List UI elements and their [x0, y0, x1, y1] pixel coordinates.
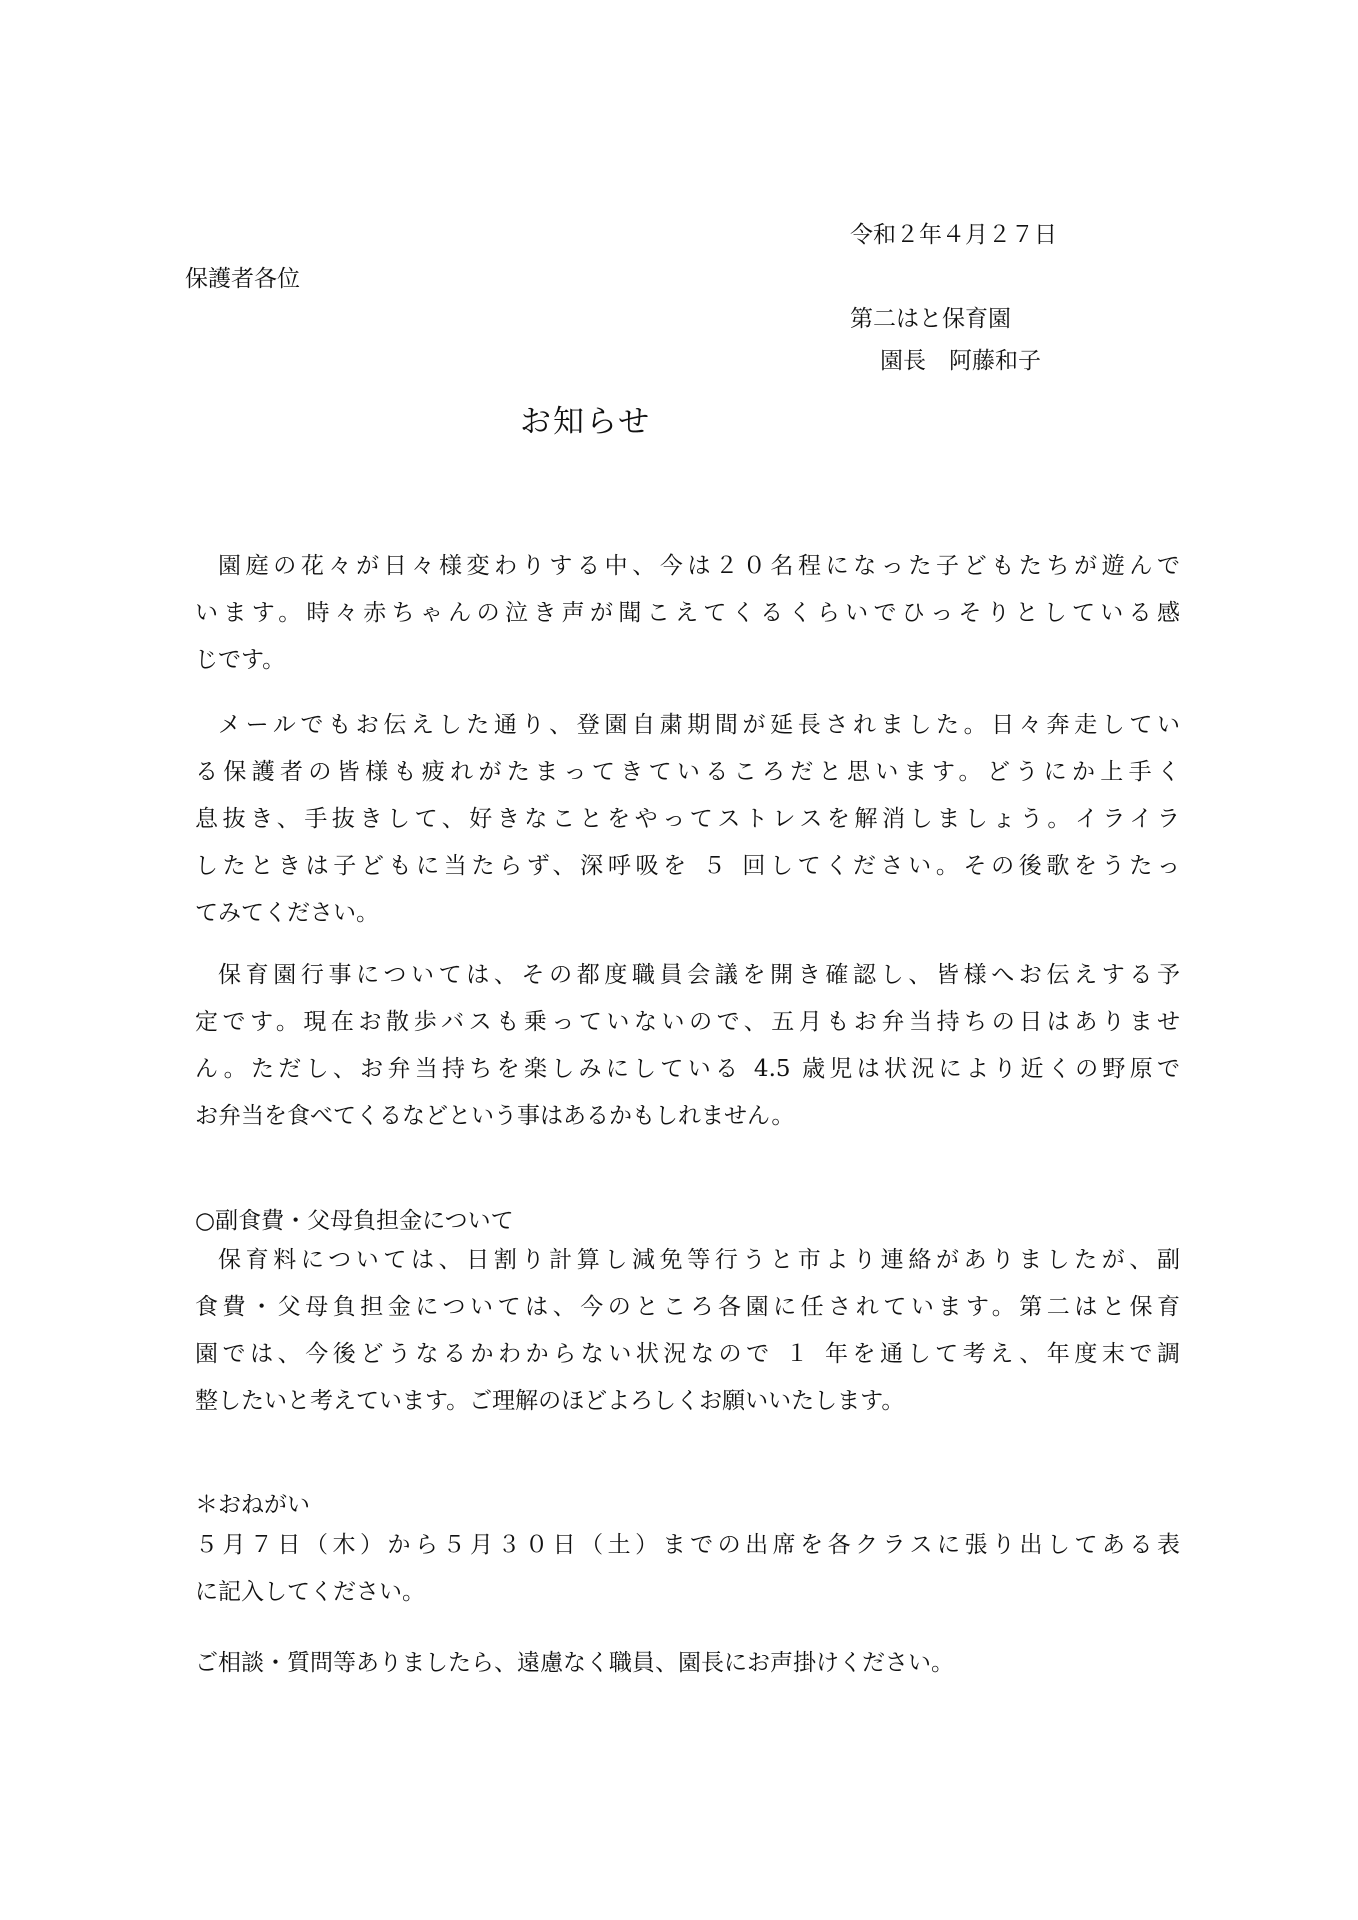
paragraph-3-line-2: 定です。現在お散歩バスも乗っていないので、五月もお弁当持ちの日はありませ — [195, 1009, 1180, 1035]
paragraph-fees-line-1: 保育料については、日割り計算し減免等行うと市より連絡がありましたが、副 — [218, 1247, 1180, 1273]
paragraph-2 — [195, 702, 1180, 937]
paragraph-1-line-1: 園庭の花々が日々様変わりする中、今は２０名程になった子どもたちが遊んで — [218, 553, 1180, 579]
paragraph-2-line-2: る保護者の皆様も疲れがたまってきているころだと思います。どうにか上手く — [195, 759, 1180, 785]
paragraph-2-line-1: メールでもお伝えした通り、登園自粛期間が延長されました。日々奔走してい — [218, 712, 1180, 738]
request-heading: ＊おねがい — [195, 1492, 310, 1518]
paragraph-fees-line-2: 食費・父母負担金については、今のところ各園に任されています。第二はと保育 — [195, 1294, 1180, 1320]
document-date: 令和２年４月２７日 — [850, 222, 1057, 248]
document-title: お知らせ — [520, 404, 652, 440]
paragraph-request — [195, 1522, 1180, 1616]
principal-name: 園長 阿藤和子 — [880, 348, 1041, 374]
paragraph-2-line-3: 息抜き、手抜きして、好きなことをやってストレスを解消しましょう。イライラ — [195, 806, 1180, 832]
paragraph-1-line-3: じです。 — [195, 647, 286, 673]
paragraph-fees-line-4: 整したいと考えています。ご理解のほどよろしくお願いいたします。 — [195, 1388, 905, 1414]
paragraph-2-line-5: てみてください。 — [195, 900, 379, 926]
paragraph-1-line-2: います。時々赤ちゃんの泣き声が聞こえてくるくらいでひっそりとしている感 — [195, 600, 1180, 626]
paragraph-3-line-1: 保育園行事については、その都度職員会議を開き確認し、皆様へお伝えする予 — [218, 962, 1180, 988]
paragraph-3 — [195, 952, 1180, 1140]
closing-line: ご相談・質問等ありましたら、遠慮なく職員、園長にお声掛けください。 — [195, 1650, 954, 1676]
paragraph-3-line-4: お弁当を食べてくるなどという事はあるかもしれません。 — [195, 1103, 795, 1129]
paragraph-3-line-3: ん。ただし、お弁当持ちを楽しみにしている 4.5 歳児は状況により近くの野原で — [195, 1056, 1180, 1082]
paragraph-1 — [195, 543, 1180, 684]
paragraph-request-line-1: ５月７日（木）から５月３０日（土）までの出席を各クラスに張り出してある表 — [195, 1532, 1180, 1558]
paragraph-fees-line-3: 園では、今後どうなるかわからない状況なので １ 年を通して考え、年度末で調 — [195, 1341, 1180, 1367]
section-heading-fees: ○副食費・父母負担金について — [195, 1208, 514, 1234]
recipient-line: 保護者各位 — [185, 266, 300, 292]
organization-name: 第二はと保育園 — [850, 306, 1011, 332]
paragraph-fees — [195, 1237, 1180, 1425]
paragraph-request-line-2: に記入してください。 — [195, 1579, 425, 1605]
paragraph-2-line-4: したときは子どもに当たらず、深呼吸を ５ 回してください。その後歌をうたっ — [195, 853, 1180, 879]
